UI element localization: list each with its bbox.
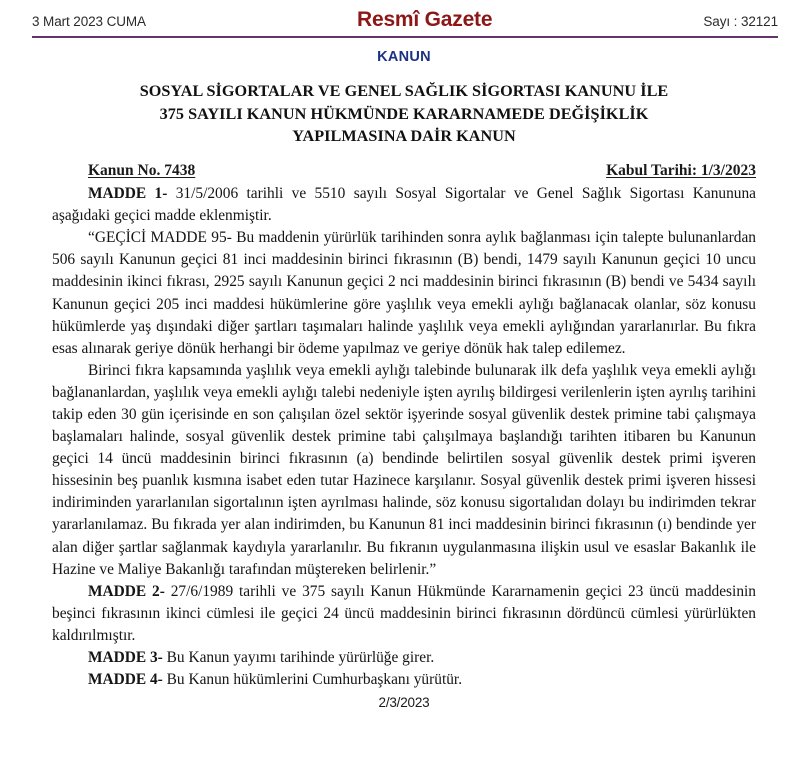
article-3-label: MADDE 3- <box>88 649 163 667</box>
article-3-text: Bu Kanun yayımı tarihinde yürürlüğe girer. <box>162 649 435 667</box>
law-title-line-1: SOSYAL SİGORTALAR VE GENEL SAĞLIK SİGORTASI KANUNU İLE <box>139 82 669 101</box>
page-title <box>84 80 724 148</box>
article-4-text: Bu Kanun hükümlerini Cumhurbaşkanı yürütür. <box>162 671 463 689</box>
masthead <box>0 0 808 31</box>
law-title-line-3: YAPILMASINA DAİR KANUN <box>292 127 516 146</box>
masthead-date: 3 Mart 2023 CUMA <box>32 14 146 29</box>
provisional-article-95-label: “GEÇİCİ MADDE 95- <box>88 229 232 247</box>
article-1-label: MADDE 1- <box>88 185 168 203</box>
provisional-article-95-second-paragraph: Birinci fıkra kapsamında yaşlılık veya emekli aylığı talebinde bulunarak ilk defa yaşlılık veya emekli aylığı bağlananlardan, yaşlılık veya emekli aylığı talebi nedeniyle işten ayrılış bildirgesi verilenlerin işten ayrılış tarihini takip eden 30 gün içerisinde en son çalışılan özel sektör işyerinde sosyal güvenlik destek primine tabi çalışmaya başlamaları halinde, sosyal güvenlik destek primine tabi çalışılmaya başlandığı tarihten itibaren bu Kanunun geçici 14 üncü maddesinin birinci fıkrasının (a) bendinde belirtilen sosyal güvenlik destek primi işveren hissesinin beş puanlık kısmına isabet eden tutar Hazinece karşılanır. Sosyal güvenlik destek primi işveren hissesi indiriminden yararlanılan sigortalının işten ayrılması halinde, söz konusu sigortalıdan dolayı bu indirimden tekrar yararlanılamaz. Bu fıkrada yer alan indirimden, bu Kanunun 81 inci maddesinin birinci fıkrasının (ı) bendinde yer alan diğer şartlar sağlanmak kaydıyla yararlanılır. Bu fıkranın uygulanmasına ilişkin usul ve esaslar Bakanlık ile Hazine ve Maliye Bakanlığı tarafından müştereken belirlenir.” <box>52 361 756 578</box>
law-meta-row <box>88 162 756 180</box>
acceptance-date: Kabul Tarihi: 1/3/2023 <box>606 162 756 180</box>
article-2-paragraph <box>52 581 756 647</box>
masthead-issue-number: Sayı : 32121 <box>703 14 778 29</box>
provisional-article-95-text: Bu maddenin yürürlük tarihinden sonra aylık bağlanması için talepte bulunanlardan 506 sayılı Kanunun geçici 81 inci maddesinin birinci fıkrasının (B) bendi, 1479 sayılı Kanunun geçici 10 uncu maddesinin ikinci fıkrası, 2925 sayılı Kanunun geçici 2 nci maddesinin birinci fıkrasının (B) bendi ve 5434 sayılı Kanunun geçici 205 inci maddesi hükümlerine göre yaşlılık veya emekli aylığı bağlanacak olanlar, söz konusu hükümlerde yaş dışındaki diğer şartları taşımaları halinde yaşlılık veya emekli aylığından yararlanırlar. Bu fıkra esas alınarak geriye dönük herhangi bir ödeme yapılmaz ve geriye dönük hak talep edilemez. <box>52 229 756 357</box>
article-4-label: MADDE 4- <box>88 671 163 689</box>
document-category-label: KANUN <box>377 49 431 66</box>
article-3-paragraph <box>52 647 756 669</box>
law-body <box>52 183 756 691</box>
article-2-label: MADDE 2- <box>88 582 165 600</box>
publication-date: 2/3/2023 <box>378 695 430 711</box>
article-2-text: 27/6/1989 tarihli ve 375 sayılı Kanun Hükmünde Kararnamenin geçici 23 üncü maddesinin beşinci fıkrasının ikinci cümlesi ile geçici 24 üncü maddesinin birinci fıkrasının dördüncü cümlesi yürürlükten kaldırılmıştır. <box>52 582 756 644</box>
article-1-paragraph <box>52 183 756 227</box>
law-title-line-2: 375 SAYILI KANUN HÜKMÜNDE KARARNAMEDE DEĞİŞİKLİK <box>159 104 649 123</box>
article-1-text: 31/5/2006 tarihli ve 5510 sayılı Sosyal Sigortalar ve Genel Sağlık Sigortası Kanununa aşağıdaki geçici madde eklenmiştir. <box>52 185 756 225</box>
provisional-article-95-paragraph <box>52 227 756 360</box>
masthead-divider <box>32 36 778 38</box>
masthead-title: Resmî Gazete <box>357 8 493 31</box>
article-4-paragraph <box>52 669 756 691</box>
law-number: Kanun No. 7438 <box>88 162 196 180</box>
